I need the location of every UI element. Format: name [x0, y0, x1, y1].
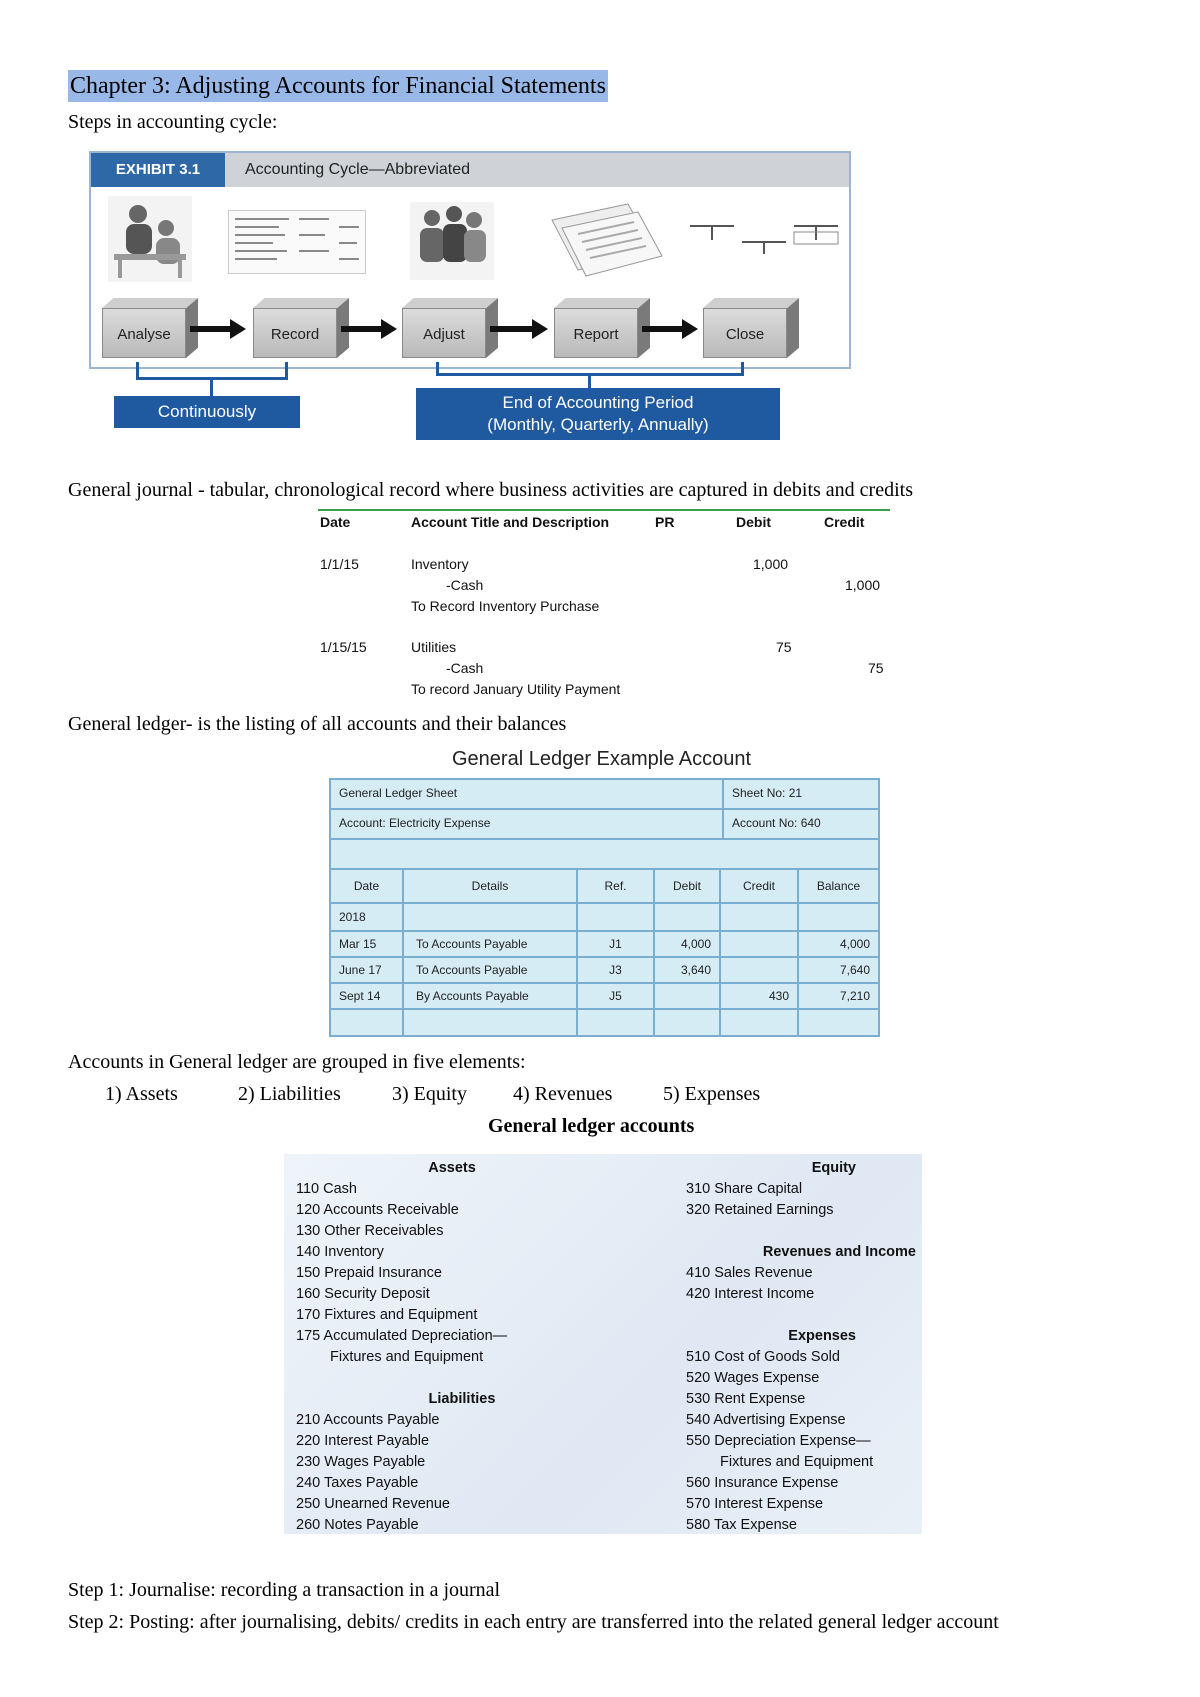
ledger-illustration — [686, 214, 842, 258]
element-assets: 1) Assets — [105, 1083, 178, 1105]
ledger-header-debit: Debit — [654, 869, 720, 903]
ledger-empty-cell — [654, 1009, 720, 1036]
elements-intro: Accounts in General ledger are grouped in five elements: — [68, 1051, 526, 1073]
equity-list — [686, 1179, 834, 1221]
ledger-empty-cell — [654, 903, 720, 931]
step-close — [703, 298, 799, 358]
journal-header-date: Date — [320, 514, 351, 530]
step-adjust-label: Adjust — [402, 308, 486, 358]
account-item: 240 Taxes Payable — [296, 1475, 419, 1491]
journal-entry-credit-account: -Cash — [446, 577, 484, 593]
account-item: 210 Accounts Payable — [296, 1412, 440, 1428]
account-item: 220 Interest Payable — [296, 1433, 430, 1449]
journal-entry-description: To record January Utility Payment — [411, 681, 621, 697]
arrow-right-icon — [190, 326, 232, 332]
account-item: Fixtures and Equipment — [720, 1454, 874, 1470]
ledger-row-details: To Accounts Payable — [403, 957, 577, 983]
step-analyse-label: Analyse — [102, 308, 186, 358]
step-1-text: Step 1: Journalise: recording a transaction in a journal — [68, 1579, 501, 1601]
ledger-row-details: To Accounts Payable — [403, 931, 577, 957]
expenses-heading: Expenses — [788, 1328, 856, 1344]
account-item: 510 Cost of Goods Sold — [686, 1349, 840, 1365]
account-item: 410 Sales Revenue — [686, 1265, 813, 1281]
account-item: 520 Wages Expense — [686, 1370, 820, 1386]
arrow-right-icon — [642, 326, 684, 332]
account-item: 320 Retained Earnings — [686, 1202, 834, 1218]
page-title: Chapter 3: Adjusting Accounts for Financial Statements — [68, 70, 608, 102]
step-report-label: Report — [554, 308, 638, 358]
account-item: 175 Accumulated Depreciation— — [296, 1328, 508, 1344]
ledger-heading: General Ledger Example Account — [452, 748, 752, 770]
continuously-box: Continuously — [114, 396, 300, 428]
journal-entry-debit-account: Inventory — [411, 556, 469, 572]
ledger-row-ref: J5 — [577, 983, 654, 1009]
account-item: 560 Insurance Expense — [686, 1475, 839, 1491]
journal-header-credit: Credit — [824, 514, 865, 530]
arrow-right-icon — [341, 326, 383, 332]
continuous-bracket — [136, 362, 288, 380]
end-period-line1: End of Accounting Period — [502, 393, 694, 412]
reports-illustration — [538, 200, 668, 278]
ledger-header-ref: Ref. — [577, 869, 654, 903]
account-item: 160 Security Deposit — [296, 1286, 430, 1302]
journal-entry-debit: 1,000 — [753, 556, 789, 572]
revenues-list — [686, 1263, 814, 1305]
journal-header-pr: PR — [655, 514, 675, 530]
step-close-label: Close — [703, 308, 787, 358]
step-record — [253, 298, 349, 358]
ledger-row-date: Mar 15 — [330, 931, 403, 957]
assets-list — [296, 1179, 507, 1368]
ledger-row-balance: 7,210 — [798, 983, 879, 1009]
exhibit-title: Accounting Cycle—Abbreviated — [245, 161, 471, 178]
journal-definition: General journal - tabular, chronological record where business activities are captured in debits and credits — [68, 479, 913, 501]
account-item: 580 Tax Expense — [686, 1517, 797, 1533]
ledger-row-date: June 17 — [330, 957, 403, 983]
account-item: 570 Interest Expense — [686, 1496, 824, 1512]
ledger-empty-cell — [403, 903, 577, 931]
ledger-empty-cell — [577, 903, 654, 931]
team-illustration — [410, 202, 494, 280]
account-item: Fixtures and Equipment — [330, 1349, 484, 1365]
end-period-stem — [588, 376, 591, 388]
ledger-sheet-label: General Ledger Sheet — [330, 779, 723, 809]
account-item: 120 Accounts Receivable — [296, 1202, 459, 1218]
ledger-row-debit: 3,640 — [654, 957, 720, 983]
journal-header-debit: Debit — [736, 514, 771, 530]
account-item: 310 Share Capital — [686, 1181, 803, 1197]
account-item: 550 Depreciation Expense— — [686, 1433, 871, 1449]
account-item: 130 Other Receivables — [296, 1223, 444, 1239]
ledger-year: 2018 — [330, 903, 403, 931]
journal-rule — [318, 509, 890, 511]
ledger-row-ref: J1 — [577, 931, 654, 957]
assets-heading: Assets — [428, 1160, 476, 1176]
journal-entry-credit: 1,000 — [845, 577, 881, 593]
journal-entry-debit-account: Utilities — [411, 639, 457, 655]
ledger-account-no: Account No: 640 — [723, 809, 879, 839]
ledger-table — [329, 778, 880, 1037]
ledger-empty-cell — [577, 1009, 654, 1036]
steps-intro: Steps in accounting cycle: — [68, 111, 278, 133]
account-item: 540 Advertising Expense — [686, 1412, 846, 1428]
ledger-empty-cell — [798, 1009, 879, 1036]
liabilities-list — [296, 1410, 450, 1536]
ledger-account: Account: Electricity Expense — [330, 809, 723, 839]
ledger-spacer-row — [330, 839, 879, 869]
arrow-right-icon — [490, 326, 534, 332]
step-report — [554, 298, 650, 358]
liabilities-heading: Liabilities — [428, 1391, 496, 1407]
ledger-row-debit: 4,000 — [654, 931, 720, 957]
journal-entry-date: 1/1/15 — [320, 556, 359, 572]
end-period-bracket — [436, 362, 744, 376]
ledger-row-credit — [720, 957, 798, 983]
revenues-heading: Revenues and Income — [762, 1244, 916, 1260]
account-item: 530 Rent Expense — [686, 1391, 806, 1407]
account-item: 230 Wages Payable — [296, 1454, 426, 1470]
account-item: 260 Notes Payable — [296, 1517, 419, 1533]
ledger-empty-cell — [720, 1009, 798, 1036]
ledger-header-balance: Balance — [798, 869, 879, 903]
account-item: 150 Prepaid Insurance — [296, 1265, 442, 1281]
journal-entry-credit: 75 — [868, 660, 884, 676]
journal-entry-description: To Record Inventory Purchase — [411, 598, 600, 614]
accounts-heading: General ledger accounts — [488, 1115, 695, 1137]
end-period-box — [416, 388, 780, 440]
ledger-empty-cell — [720, 903, 798, 931]
journal-illustration — [228, 210, 366, 274]
step-2-text: Step 2: Posting: after journalising, debits/ credits in each entry are transferred into the related general ledger account — [68, 1611, 999, 1633]
step-adjust — [402, 298, 498, 358]
ledger-row-ref: J3 — [577, 957, 654, 983]
accounts-chart — [284, 1154, 922, 1534]
ledger-row-date: Sept 14 — [330, 983, 403, 1009]
ledger-definition: General ledger- is the listing of all accounts and their balances — [68, 713, 567, 735]
ledger-sheet-no: Sheet No: 21 — [723, 779, 879, 809]
account-item: 110 Cash — [296, 1181, 357, 1197]
account-item: 420 Interest Income — [686, 1286, 815, 1302]
element-revenues: 4) Revenues — [513, 1083, 613, 1105]
ledger-row-debit — [654, 983, 720, 1009]
step-analyse — [102, 298, 198, 358]
ledger-row-details: By Accounts Payable — [403, 983, 577, 1009]
end-period-line2: (Monthly, Quarterly, Annually) — [487, 415, 709, 434]
account-item: 170 Fixtures and Equipment — [296, 1307, 478, 1323]
ledger-header-credit: Credit — [720, 869, 798, 903]
continuous-stem — [210, 380, 213, 396]
ledger-empty-cell — [403, 1009, 577, 1036]
ledger-row-credit: 430 — [720, 983, 798, 1009]
journal-entry-credit-account: -Cash — [446, 660, 484, 676]
ledger-empty-cell — [798, 903, 879, 931]
journal-entry-date: 1/15/15 — [320, 639, 367, 655]
ledger-empty-cell — [330, 1009, 403, 1036]
people-illustration — [108, 196, 192, 282]
ledger-header-details: Details — [403, 869, 577, 903]
ledger-row-balance: 4,000 — [798, 931, 879, 957]
journal-entry-debit: 75 — [776, 639, 792, 655]
ledger-row-balance: 7,640 — [798, 957, 879, 983]
element-equity: 3) Equity — [392, 1083, 467, 1105]
account-item: 250 Unearned Revenue — [296, 1496, 450, 1512]
step-record-label: Record — [253, 308, 337, 358]
exhibit-tag: EXHIBIT 3.1 — [91, 153, 225, 187]
journal-header-account: Account Title and Description — [411, 514, 610, 530]
element-expenses: 5) Expenses — [663, 1083, 761, 1105]
ledger-header-date: Date — [330, 869, 403, 903]
equity-heading: Equity — [811, 1160, 856, 1176]
element-liabilities: 2) Liabilities — [238, 1083, 341, 1105]
account-item: 140 Inventory — [296, 1244, 384, 1260]
ledger-row-credit — [720, 931, 798, 957]
expenses-list — [686, 1347, 873, 1536]
